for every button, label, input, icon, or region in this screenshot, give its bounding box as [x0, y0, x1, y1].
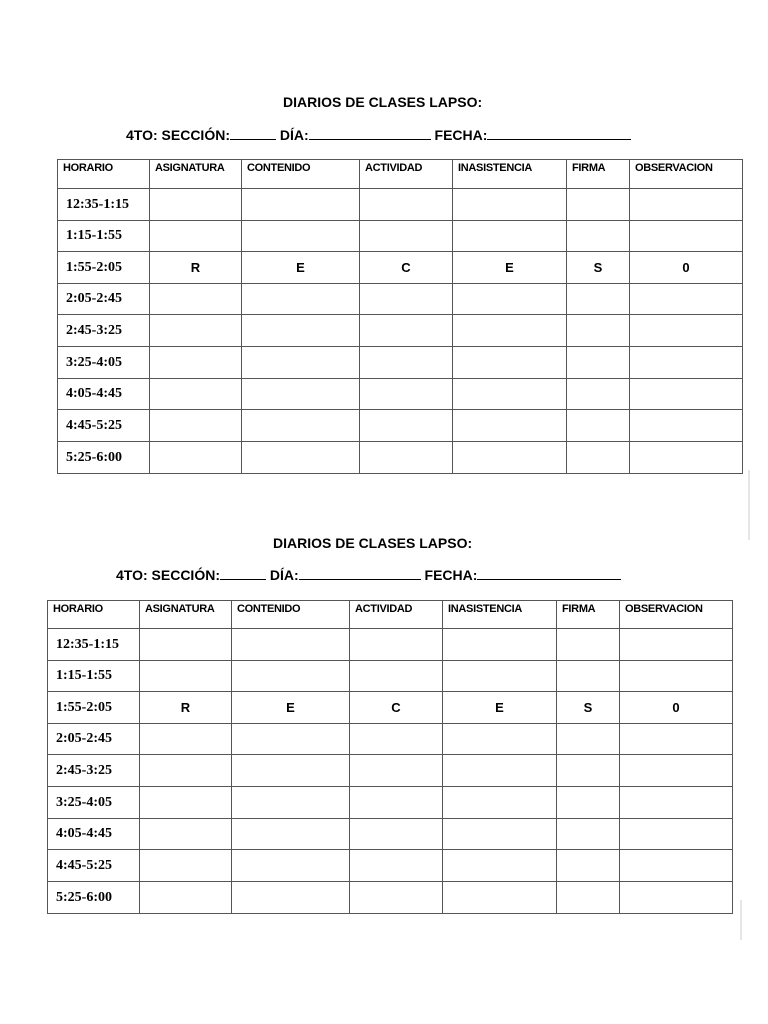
time-slot: 1:55-2:05	[48, 692, 140, 724]
table-row	[48, 724, 733, 755]
column-header-firma: FIRMA	[557, 601, 620, 629]
entry-cell[interactable]	[150, 442, 242, 474]
column-header-inasistencia: INASISTENCIA	[453, 160, 567, 189]
entry-cell[interactable]	[443, 629, 557, 661]
entry-cell[interactable]	[150, 189, 242, 221]
form-2-table	[47, 600, 733, 914]
recess-mark: C	[350, 692, 443, 724]
column-header-contenido: CONTENIDO	[232, 601, 350, 629]
entry-cell[interactable]	[360, 221, 453, 252]
entry-cell[interactable]	[557, 882, 620, 914]
entry-cell[interactable]	[140, 724, 232, 755]
time-slot: 2:05-2:45	[58, 284, 150, 315]
entry-cell[interactable]	[232, 882, 350, 914]
entry-cell[interactable]	[242, 221, 360, 252]
entry-cell[interactable]	[150, 379, 242, 410]
form-2-title: DIARIOS DE CLASES LAPSO:	[273, 535, 473, 551]
entry-cell[interactable]	[567, 189, 630, 221]
column-header-actividad: ACTIVIDAD	[350, 601, 443, 629]
entry-cell[interactable]	[453, 284, 567, 315]
recess-mark: C	[360, 252, 453, 284]
entry-cell[interactable]	[620, 661, 733, 692]
table-row	[58, 252, 743, 284]
scan-edge	[740, 900, 742, 940]
column-header-asignatura: ASIGNATURA	[150, 160, 242, 189]
entry-cell[interactable]	[453, 410, 567, 442]
table-row	[58, 189, 743, 221]
entry-cell[interactable]	[360, 347, 453, 379]
entry-cell[interactable]	[443, 724, 557, 755]
day-label: DÍA:	[269, 567, 299, 583]
column-header-inasistencia: INASISTENCIA	[443, 601, 557, 629]
date-blank[interactable]	[477, 567, 621, 580]
recess-mark: E	[242, 252, 360, 284]
entry-cell[interactable]	[232, 850, 350, 882]
entry-cell[interactable]	[350, 819, 443, 850]
table-row	[58, 379, 743, 410]
table-row	[58, 315, 743, 347]
time-slot: 3:25-4:05	[48, 787, 140, 819]
form-2-header-line	[116, 567, 621, 583]
entry-cell[interactable]	[557, 850, 620, 882]
time-slot: 12:35-1:15	[48, 629, 140, 661]
table-row	[48, 850, 733, 882]
entry-cell[interactable]	[242, 410, 360, 442]
column-header-actividad: ACTIVIDAD	[360, 160, 453, 189]
entry-cell[interactable]	[567, 410, 630, 442]
entry-cell[interactable]	[350, 724, 443, 755]
entry-cell[interactable]	[360, 410, 453, 442]
entry-cell[interactable]	[620, 724, 733, 755]
entry-cell[interactable]	[630, 347, 743, 379]
entry-cell[interactable]	[232, 819, 350, 850]
entry-cell[interactable]	[453, 347, 567, 379]
day-blank[interactable]	[299, 567, 421, 580]
table-row	[58, 221, 743, 252]
table-row	[58, 442, 743, 474]
entry-cell[interactable]	[630, 442, 743, 474]
entry-cell[interactable]	[242, 284, 360, 315]
column-header-observacion: OBSERVACION	[620, 601, 733, 629]
time-slot: 1:15-1:55	[58, 221, 150, 252]
entry-cell[interactable]	[140, 629, 232, 661]
entry-cell[interactable]	[150, 221, 242, 252]
table-row	[48, 755, 733, 787]
entry-cell[interactable]	[630, 221, 743, 252]
entry-cell[interactable]	[567, 442, 630, 474]
section-blank[interactable]	[230, 127, 276, 140]
entry-cell[interactable]	[140, 755, 232, 787]
entry-cell[interactable]	[140, 661, 232, 692]
time-slot: 4:45-5:25	[58, 410, 150, 442]
entry-cell[interactable]	[350, 882, 443, 914]
table-row	[48, 629, 733, 661]
column-header-asignatura: ASIGNATURA	[140, 601, 232, 629]
entry-cell[interactable]	[232, 787, 350, 819]
form-1-table	[57, 159, 743, 474]
recess-mark: S	[567, 252, 630, 284]
entry-cell[interactable]	[350, 850, 443, 882]
entry-cell[interactable]	[360, 284, 453, 315]
entry-cell[interactable]	[150, 315, 242, 347]
entry-cell[interactable]	[453, 442, 567, 474]
entry-cell[interactable]	[453, 221, 567, 252]
date-label: FECHA:	[424, 567, 478, 583]
table-row	[58, 347, 743, 379]
table-row	[48, 661, 733, 692]
entry-cell[interactable]	[620, 755, 733, 787]
time-slot: 3:25-4:05	[58, 347, 150, 379]
entry-cell[interactable]	[567, 379, 630, 410]
entry-cell[interactable]	[360, 315, 453, 347]
recess-mark: 0	[620, 692, 733, 724]
entry-cell[interactable]	[360, 379, 453, 410]
entry-cell[interactable]	[620, 819, 733, 850]
column-header-horario: HORARIO	[58, 160, 150, 189]
entry-cell[interactable]	[453, 315, 567, 347]
entry-cell[interactable]	[567, 347, 630, 379]
entry-cell[interactable]	[620, 850, 733, 882]
entry-cell[interactable]	[443, 850, 557, 882]
time-slot: 1:55-2:05	[58, 252, 150, 284]
section-blank[interactable]	[220, 567, 266, 580]
entry-cell[interactable]	[620, 787, 733, 819]
entry-cell[interactable]	[350, 629, 443, 661]
entry-cell[interactable]	[350, 787, 443, 819]
entry-cell[interactable]	[443, 787, 557, 819]
entry-cell[interactable]	[242, 442, 360, 474]
entry-cell[interactable]	[242, 379, 360, 410]
entry-cell[interactable]	[360, 442, 453, 474]
entry-cell[interactable]	[242, 315, 360, 347]
entry-cell[interactable]	[150, 347, 242, 379]
time-slot: 4:05-4:45	[48, 819, 140, 850]
recess-mark: R	[140, 692, 232, 724]
column-header-observacion: OBSERVACION	[630, 160, 743, 189]
time-slot: 4:45-5:25	[48, 850, 140, 882]
entry-cell[interactable]	[150, 284, 242, 315]
entry-cell[interactable]	[557, 787, 620, 819]
table-row	[48, 882, 733, 914]
scan-edge	[748, 470, 750, 540]
form-1-title: DIARIOS DE CLASES LAPSO:	[283, 94, 483, 110]
entry-cell[interactable]	[140, 882, 232, 914]
entry-cell[interactable]	[443, 882, 557, 914]
time-slot: 4:05-4:45	[58, 379, 150, 410]
grade-section-label: 4TO: SECCIÓN:	[116, 567, 220, 583]
entry-cell[interactable]	[443, 819, 557, 850]
table-row	[48, 692, 733, 724]
entry-cell[interactable]	[567, 284, 630, 315]
grade-section-label: 4TO: SECCIÓN:	[126, 127, 230, 143]
column-header-contenido: CONTENIDO	[242, 160, 360, 189]
column-header-horario: HORARIO	[48, 601, 140, 629]
time-slot: 1:15-1:55	[48, 661, 140, 692]
entry-cell[interactable]	[232, 755, 350, 787]
entry-cell[interactable]	[140, 787, 232, 819]
recess-mark: 0	[630, 252, 743, 284]
entry-cell[interactable]	[620, 629, 733, 661]
entry-cell[interactable]	[443, 661, 557, 692]
entry-cell[interactable]	[140, 819, 232, 850]
entry-cell[interactable]	[567, 221, 630, 252]
entry-cell[interactable]	[350, 755, 443, 787]
table-row	[48, 819, 733, 850]
entry-cell[interactable]	[360, 189, 453, 221]
entry-cell[interactable]	[350, 661, 443, 692]
day-label: DÍA:	[279, 127, 309, 143]
date-label: FECHA:	[434, 127, 488, 143]
form-1-header-line	[126, 127, 631, 143]
entry-cell[interactable]	[232, 661, 350, 692]
entry-cell[interactable]	[567, 315, 630, 347]
entry-cell[interactable]	[557, 755, 620, 787]
entry-cell[interactable]	[453, 379, 567, 410]
entry-cell[interactable]	[232, 724, 350, 755]
entry-cell[interactable]	[630, 284, 743, 315]
entry-cell[interactable]	[453, 189, 567, 221]
recess-mark: E	[232, 692, 350, 724]
time-slot: 5:25-6:00	[48, 882, 140, 914]
table-row	[48, 787, 733, 819]
entry-cell[interactable]	[630, 189, 743, 221]
recess-mark: S	[557, 692, 620, 724]
entry-cell[interactable]	[557, 724, 620, 755]
entry-cell[interactable]	[150, 410, 242, 442]
entry-cell[interactable]	[630, 315, 743, 347]
entry-cell[interactable]	[242, 347, 360, 379]
time-slot: 2:45-3:25	[48, 755, 140, 787]
time-slot: 2:45-3:25	[58, 315, 150, 347]
entry-cell[interactable]	[557, 629, 620, 661]
entry-cell[interactable]	[620, 882, 733, 914]
entry-cell[interactable]	[242, 189, 360, 221]
time-slot: 5:25-6:00	[58, 442, 150, 474]
entry-cell[interactable]	[630, 410, 743, 442]
recess-mark: R	[150, 252, 242, 284]
entry-cell[interactable]	[557, 661, 620, 692]
table-row	[58, 284, 743, 315]
column-header-firma: FIRMA	[567, 160, 630, 189]
entry-cell[interactable]	[232, 629, 350, 661]
table-row	[58, 410, 743, 442]
entry-cell[interactable]	[630, 379, 743, 410]
entry-cell[interactable]	[557, 819, 620, 850]
recess-mark: E	[453, 252, 567, 284]
entry-cell[interactable]	[443, 755, 557, 787]
time-slot: 2:05-2:45	[48, 724, 140, 755]
recess-mark: E	[443, 692, 557, 724]
day-blank[interactable]	[309, 127, 431, 140]
date-blank[interactable]	[487, 127, 631, 140]
time-slot: 12:35-1:15	[58, 189, 150, 221]
entry-cell[interactable]	[140, 850, 232, 882]
